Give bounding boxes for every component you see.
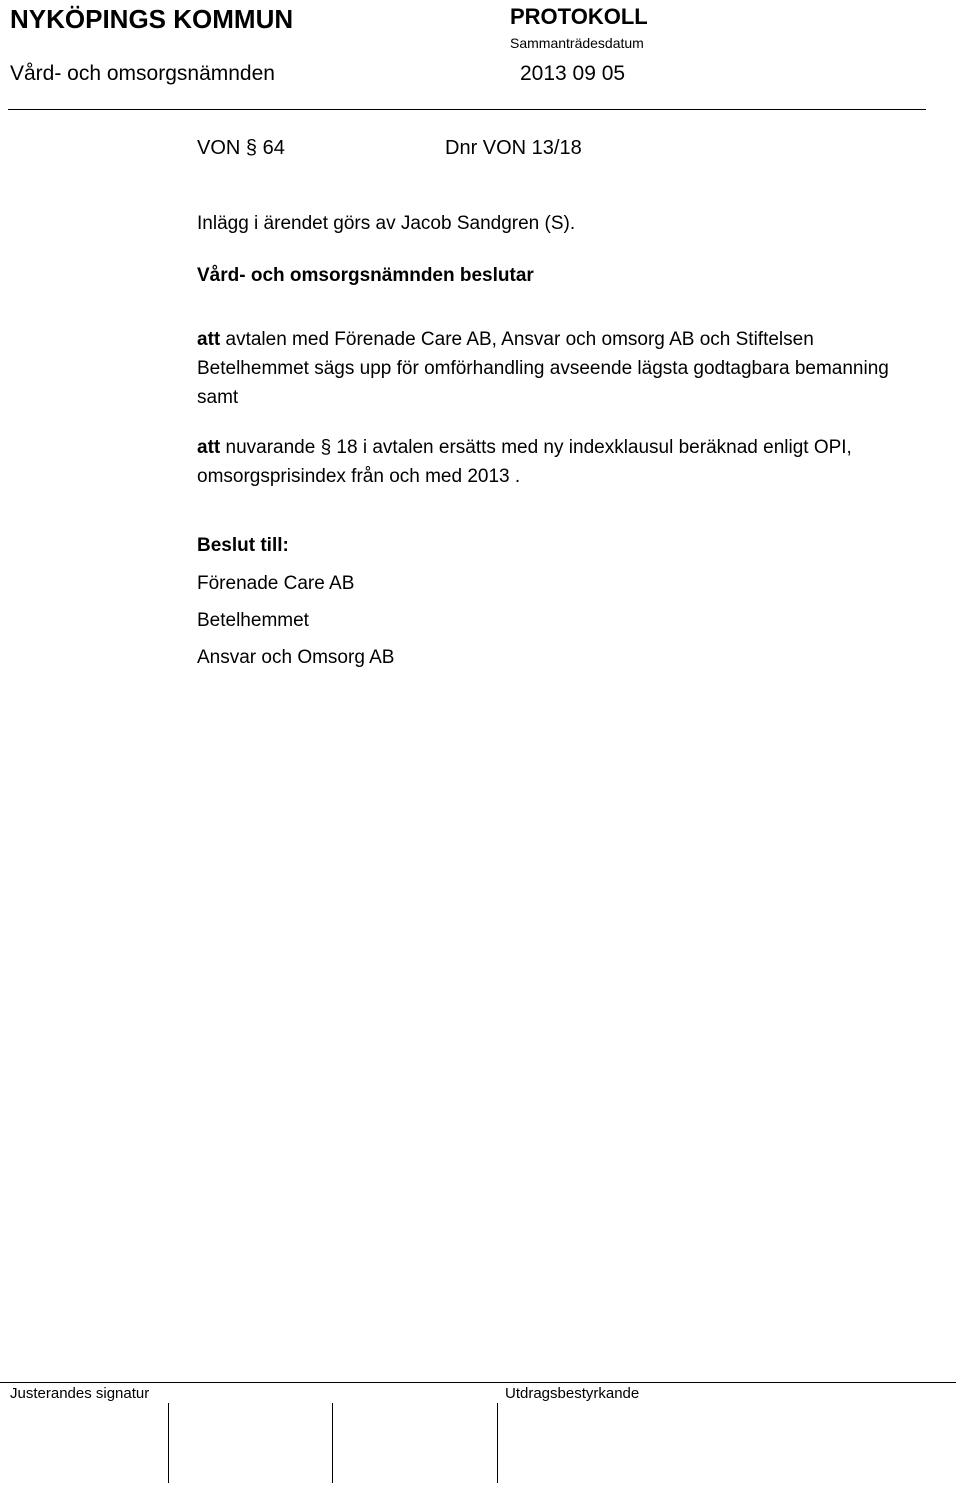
- decision-clause-1: [197, 325, 917, 412]
- decision-clause-2: [197, 433, 917, 491]
- footer-divider: [0, 1382, 956, 1383]
- header-divider: [8, 109, 926, 110]
- document-type: PROTOKOLL: [510, 4, 648, 29]
- meeting-date-label: Sammanträdesdatum: [510, 35, 644, 51]
- organization-name: NYKÖPINGS KOMMUN: [10, 4, 294, 34]
- clause-lead-word: att: [197, 329, 221, 350]
- clause-text: nuvarande § 18 i avtalen ersätts med ny indexklausul beräknad enligt OPI, omsorgsprisindex från och med 2013 .: [197, 437, 852, 487]
- section-number: VON § 64: [197, 137, 285, 159]
- recipient-item: Förenade Care AB: [197, 573, 355, 594]
- signature-box-divider: [497, 1403, 498, 1483]
- clause-text: avtalen med Förenade Care AB, Ansvar och omsorg AB och Stiftelsen Betelhemmet sägs upp för omförhandling avseende lägsta godtagbara bemanning samt: [197, 329, 889, 408]
- meeting-date: 2013 09 05: [520, 62, 626, 85]
- clause-lead-word: att: [197, 437, 221, 458]
- signature-box-divider: [168, 1403, 169, 1483]
- recipient-item: Betelhemmet: [197, 610, 309, 631]
- diary-number: Dnr VON 13/18: [445, 137, 582, 159]
- recipients-heading: Beslut till:: [197, 535, 289, 556]
- intro-paragraph: Inlägg i ärendet görs av Jacob Sandgren (S).: [197, 213, 576, 234]
- recipient-item: Ansvar och Omsorg AB: [197, 647, 395, 668]
- certification-label: Utdragsbestyrkande: [505, 1385, 640, 1402]
- decision-heading: Vård- och omsorgsnämnden beslutar: [197, 265, 534, 286]
- board-name: Vård- och omsorgsnämnden: [10, 62, 275, 85]
- signature-box-divider: [332, 1403, 333, 1483]
- signature-label: Justerandes signatur: [10, 1385, 150, 1402]
